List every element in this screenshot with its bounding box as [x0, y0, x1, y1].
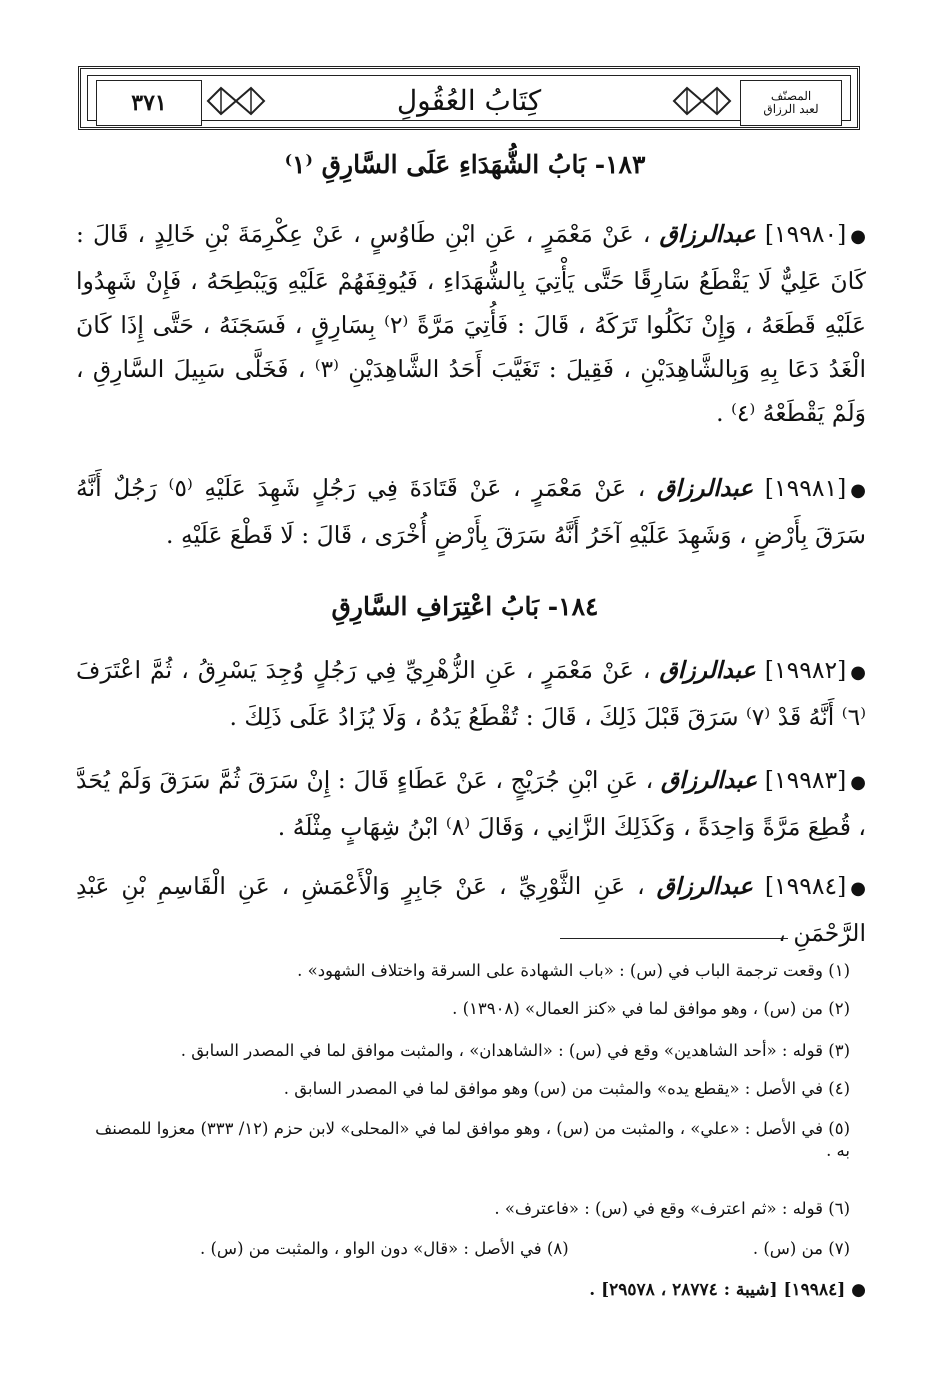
footnote-pair	[80, 1238, 850, 1260]
bullet-icon: ●	[850, 878, 866, 899]
logo-line-2: لعبد الرزاق	[763, 102, 819, 116]
hadith-source: عبدالرزاق	[656, 872, 753, 900]
hadith-text: ، عَنِ ابْنِ جُرَيْجٍ ، عَنْ عَطَاءٍ قَالَ : إِنْ سَرَقَ ثُمَّ سَرَقَ وَلَمْ يُحَدَّ ، قُطِعَ مَرَّةً وَاحِدَةً ، وَكَذَلِكَ الزَّانِي ، وَقَالَ ⁽٨⁾ ابْنُ شِهَابٍ مِثْلَهُ .	[76, 766, 866, 841]
footnote-7: (٧) من (س) .	[752, 1239, 850, 1258]
section-title-183: ١٨٣- بَابُ الشُّهَدَاءِ عَلَى السَّارِقِ ⁽١⁾	[284, 150, 646, 179]
footnote-8: (٨) في الأصل : «قال» دون الواو ، والمثبت من (س) .	[200, 1239, 569, 1258]
header-inner-frame	[87, 75, 851, 121]
page-number: ٣٧١	[96, 80, 202, 126]
hadith-source: عبدالرزاق	[659, 656, 756, 684]
hadith-text: ، عَنْ مَعْمَرٍ ، عَنِ الزُّهْرِيِّ فِي رَجُلٍ وُجِدَ يَسْرِقُ ، ثُمَّ اعْتَرَفَ ⁽٦⁾ أَنَّهُ قَدْ ⁽٧⁾ سَرَقَ قَبْلَ ذَلِكَ ، قَالَ : تُقْطَعُ يَدُهُ ، وَلَا يُزَادُ عَلَى ذَلِكَ .	[76, 656, 866, 731]
footnote-5: (٥) في الأصل : «علي» ، والمثبت من (س) ، وهو موافق لما في «المحلى» لابن حزم (١٢/ ٣٣٣) معزوا للمصنف به .	[95, 1119, 850, 1160]
hadith-number: [١٩٩٨٣]	[764, 766, 847, 794]
footnote-divider	[560, 938, 788, 939]
hadith-text: ، عَنْ مَعْمَرٍ ، عَنْ قَتَادَةَ فِي رَجُلٍ شَهِدَ عَلَيْهِ ⁽٥⁾ رَجُلٌ أَنَّهُ سَرَقَ بِأَرْضٍ ، وَشَهِدَ عَلَيْهِ آخَرُ أَنَّهُ سَرَقَ بِأَرْضٍ أُخْرَى ، قَالَ : لَا قَطْعَ عَلَيْهِ .	[76, 474, 866, 549]
ornament-knot-icon	[672, 84, 732, 118]
hadith-19983	[76, 758, 866, 849]
hadith-19980	[76, 212, 866, 435]
hadith-text: ، عَنِ الثَّوْرِيِّ ، عَنْ جَابِرٍ وَالْأَعْمَشِ ، عَنِ الْقَاسِمِ بْنِ عَبْدِ الرَّحْمَنِ ،	[76, 872, 866, 947]
hadith-number: [١٩٩٨٤]	[764, 872, 847, 900]
cross-reference-note: ● [١٩٩٨٤] [شيبة : ٢٨٧٧٤ ، ٢٩٥٧٨] .	[589, 1280, 866, 1300]
footnote-2: (٢) من (س) ، وهو موافق لما في «كنز العمال» (١٣٩٠٨) .	[452, 999, 850, 1018]
bullet-icon: ●	[850, 480, 866, 501]
hadith-source: عبدالرزاق	[660, 766, 758, 794]
hadith-number: [١٩٩٨٠]	[764, 220, 847, 248]
bullet-icon: ●	[850, 772, 866, 793]
hadith-source: عبدالرزاق	[659, 220, 756, 248]
book-title: كِتَابُ العُقُولِ	[396, 83, 542, 117]
footnote-3: (٣) قوله : «أحد الشاهدين» وقع في (س) : «الشاهدان» ، والمثبت موافق لما في المصدر السابق .	[180, 1041, 850, 1060]
bullet-icon: ●	[850, 226, 866, 247]
hadith-number: [١٩٩٨٢]	[764, 656, 847, 684]
hadith-text: ، عَنْ مَعْمَرٍ ، عَنِ ابْنِ طَاوُسٍ ، عَنْ عِكْرِمَةَ بْنِ خَالِدٍ ، قَالَ : كَانَ عَلِيٌّ لَا يَقْطَعُ سَارِقًا حَتَّى يَأْتِيَ بِالشُّهَدَاءِ ، فَيُوقِفَهُمْ عَلَيْهِ وَيَبْطِحَهُ ، فَإِنْ شَهِدُوا عَلَيْهِ قَطَعَهُ ، وَإِنْ نَكَلُوا تَرَكَهُ ، قَالَ : فَأُتِيَ مَرَّةً ⁽٢⁾ بِسَارِقٍ ، فَسَجَنَهُ ، حَتَّى إِذَا كَانَ الْغَدُ دَعَا بِهِ وَبِالشَّاهِدَيْنِ ، فَقِيلَ : تَغَيَّبَ أَحَدُ الشَّاهِدَيْنِ ⁽٣⁾ ، فَخَلَّى سَبِيلَ السَّارِقِ ، وَلَمْ يَقْطَعْهُ ⁽٤⁾ .	[76, 220, 866, 427]
section-title-184: ١٨٤- بَابُ اعْتِرَافِ السَّارِقِ	[331, 592, 599, 621]
ornament-knot-icon	[206, 84, 266, 118]
footnote-1: (١) وقعت ترجمة الباب في (س) : «باب الشهادة على السرقة واختلاف الشهود» .	[297, 961, 850, 980]
footnote-4: (٤) في الأصل : «يقطع يده» والمثبت من (س) وهو موافق لما في المصدر السابق .	[283, 1079, 850, 1098]
hadith-source: عبدالرزاق	[656, 474, 754, 502]
hadith-19981	[76, 466, 866, 557]
hadith-19984	[76, 864, 866, 955]
hadith-19982	[76, 648, 866, 739]
logo-line-1: المصنّف	[770, 89, 812, 103]
publisher-logo	[740, 80, 842, 126]
page-header	[78, 66, 860, 130]
hadith-number: [١٩٩٨١]	[764, 474, 847, 502]
footnote-6: (٦) قوله : «ثم اعترف» وقع في (س) : «فاعترف» .	[494, 1199, 850, 1218]
bullet-icon: ●	[850, 662, 866, 683]
